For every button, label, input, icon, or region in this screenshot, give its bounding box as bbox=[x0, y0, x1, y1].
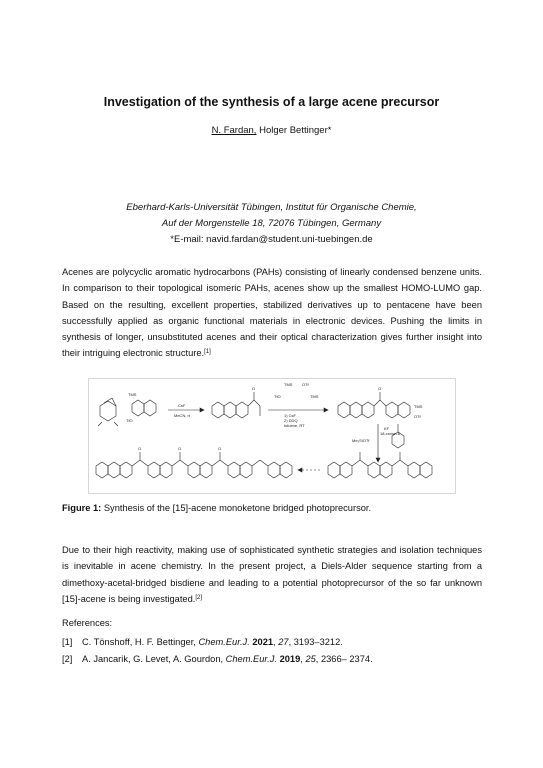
label-o-2: O bbox=[178, 446, 182, 451]
label-tms-right: TMS bbox=[414, 404, 423, 409]
affiliation-line-2: Auf der Morgenstelle 18, 72076 Tübingen, Germany bbox=[161, 218, 382, 229]
contact-email: *E-mail: navid.fardan@student.uni-tuebingen.de bbox=[170, 234, 373, 245]
figure-label: Figure 1: bbox=[62, 503, 102, 513]
reference-number: [1] bbox=[62, 637, 73, 647]
figure-caption-text: Synthesis of the [15]-acene monoketone bridged photoprecursor. bbox=[101, 503, 372, 513]
reference-year: 2019 bbox=[277, 654, 301, 664]
intro-text: Acenes are polycyclic aromatic hydrocarbons (PAHs) consisting of linearly condensed benzene units. In comparison to their topological isomeric PAHs, acenes show up the smallest HOMO-LUMO gap. Based on the resulting, excellent properties, stabilized derivatives up to pentacene have been successfully applied as organic functional materials in electronic devices. Pushing the limits in synthesis of longer, unsubstituted acenes and their optical characterization gives further insight into their intriguing electronic structure. bbox=[62, 267, 482, 359]
reference-journal: Chem.Eur.J. bbox=[198, 637, 250, 647]
affiliation-block bbox=[0, 200, 543, 248]
label-step2-c: toluene, RT bbox=[284, 423, 305, 428]
label-step2-b: 2) DDQ bbox=[284, 418, 298, 423]
second-author: Holger Bettinger* bbox=[256, 125, 332, 136]
citation-2: [2] bbox=[195, 594, 203, 601]
reference-year: 2021 bbox=[249, 637, 274, 647]
reference-item: [2] A. Jancarik, G. Levet, A. Gourdon, Chem.Eur.J. 2019, 25, 2366– 2374. bbox=[62, 654, 373, 664]
reference-pages: , 3193–3212. bbox=[288, 637, 343, 647]
intro-paragraph bbox=[62, 264, 482, 362]
label-side-right-b: 18-crown-6 bbox=[380, 431, 401, 436]
label-step2-top-left: TMS bbox=[284, 382, 293, 387]
reaction-scheme-figure bbox=[88, 378, 456, 494]
reference-volume: 27 bbox=[278, 637, 289, 647]
label-o-1: O bbox=[138, 446, 142, 451]
references-heading: References: bbox=[62, 618, 113, 628]
affiliation-line-1: Eberhard-Karls-Universität Tübingen, Institut für Organische Chemie, bbox=[126, 202, 417, 213]
label-step2-mid-right: TMS bbox=[310, 394, 319, 399]
project-text: Due to their high reactivity, making use of sophisticated synthetic strategies and isolation techniques is inevitable in acene chemistry. In the present project, a Diels-Alder sequence starting from a dimethoxy-acetal-bridged bisdiene and leading to a potential photoprecursor of the so far unknown [15]-acene is being investigated. bbox=[62, 545, 482, 604]
project-paragraph bbox=[62, 542, 482, 607]
label-step2-mid-left: TfO bbox=[274, 394, 281, 399]
reference-number: [2] bbox=[62, 654, 73, 664]
label-side-right-a: KF bbox=[384, 426, 390, 431]
first-author: N. Fardan, bbox=[211, 125, 257, 136]
label-o-3: O bbox=[218, 446, 222, 451]
label-tms: TMS bbox=[128, 392, 137, 397]
paper-title: Investigation of the synthesis of a large acene precursor bbox=[103, 95, 440, 109]
reference-journal: Chem.Eur.J. bbox=[225, 654, 277, 664]
reference-volume: 25 bbox=[305, 654, 316, 664]
label-step2-a: 1) CsF bbox=[284, 413, 296, 418]
label-o-5: O bbox=[378, 386, 382, 391]
reference-pages: , 2366– 2374. bbox=[315, 654, 373, 664]
label-side-left: Me₃SiOTf bbox=[352, 438, 370, 443]
label-tfo: TfO bbox=[126, 418, 133, 423]
reference-authors: C. Tönshoff, H. F. Bettinger, bbox=[82, 637, 199, 647]
author-line bbox=[0, 125, 543, 136]
label-step1-bottom: MeCN, rt bbox=[174, 413, 190, 418]
label-step2-top-right: OTf bbox=[302, 382, 309, 387]
label-step1-top: CsF bbox=[178, 403, 186, 408]
label-o-4: O bbox=[252, 386, 256, 391]
label-otf-right: OTf bbox=[414, 414, 421, 419]
reference-authors: A. Jancarik, G. Levet, A. Gourdon, bbox=[82, 654, 226, 664]
reference-item: [1] C. Tönshoff, H. F. Bettinger, Chem.Eur.J. 2021, 27, 3193–3212. bbox=[62, 637, 343, 647]
citation-1: [1] bbox=[204, 349, 211, 356]
reaction-scheme-drawing bbox=[88, 378, 456, 494]
figure-caption bbox=[62, 503, 371, 513]
